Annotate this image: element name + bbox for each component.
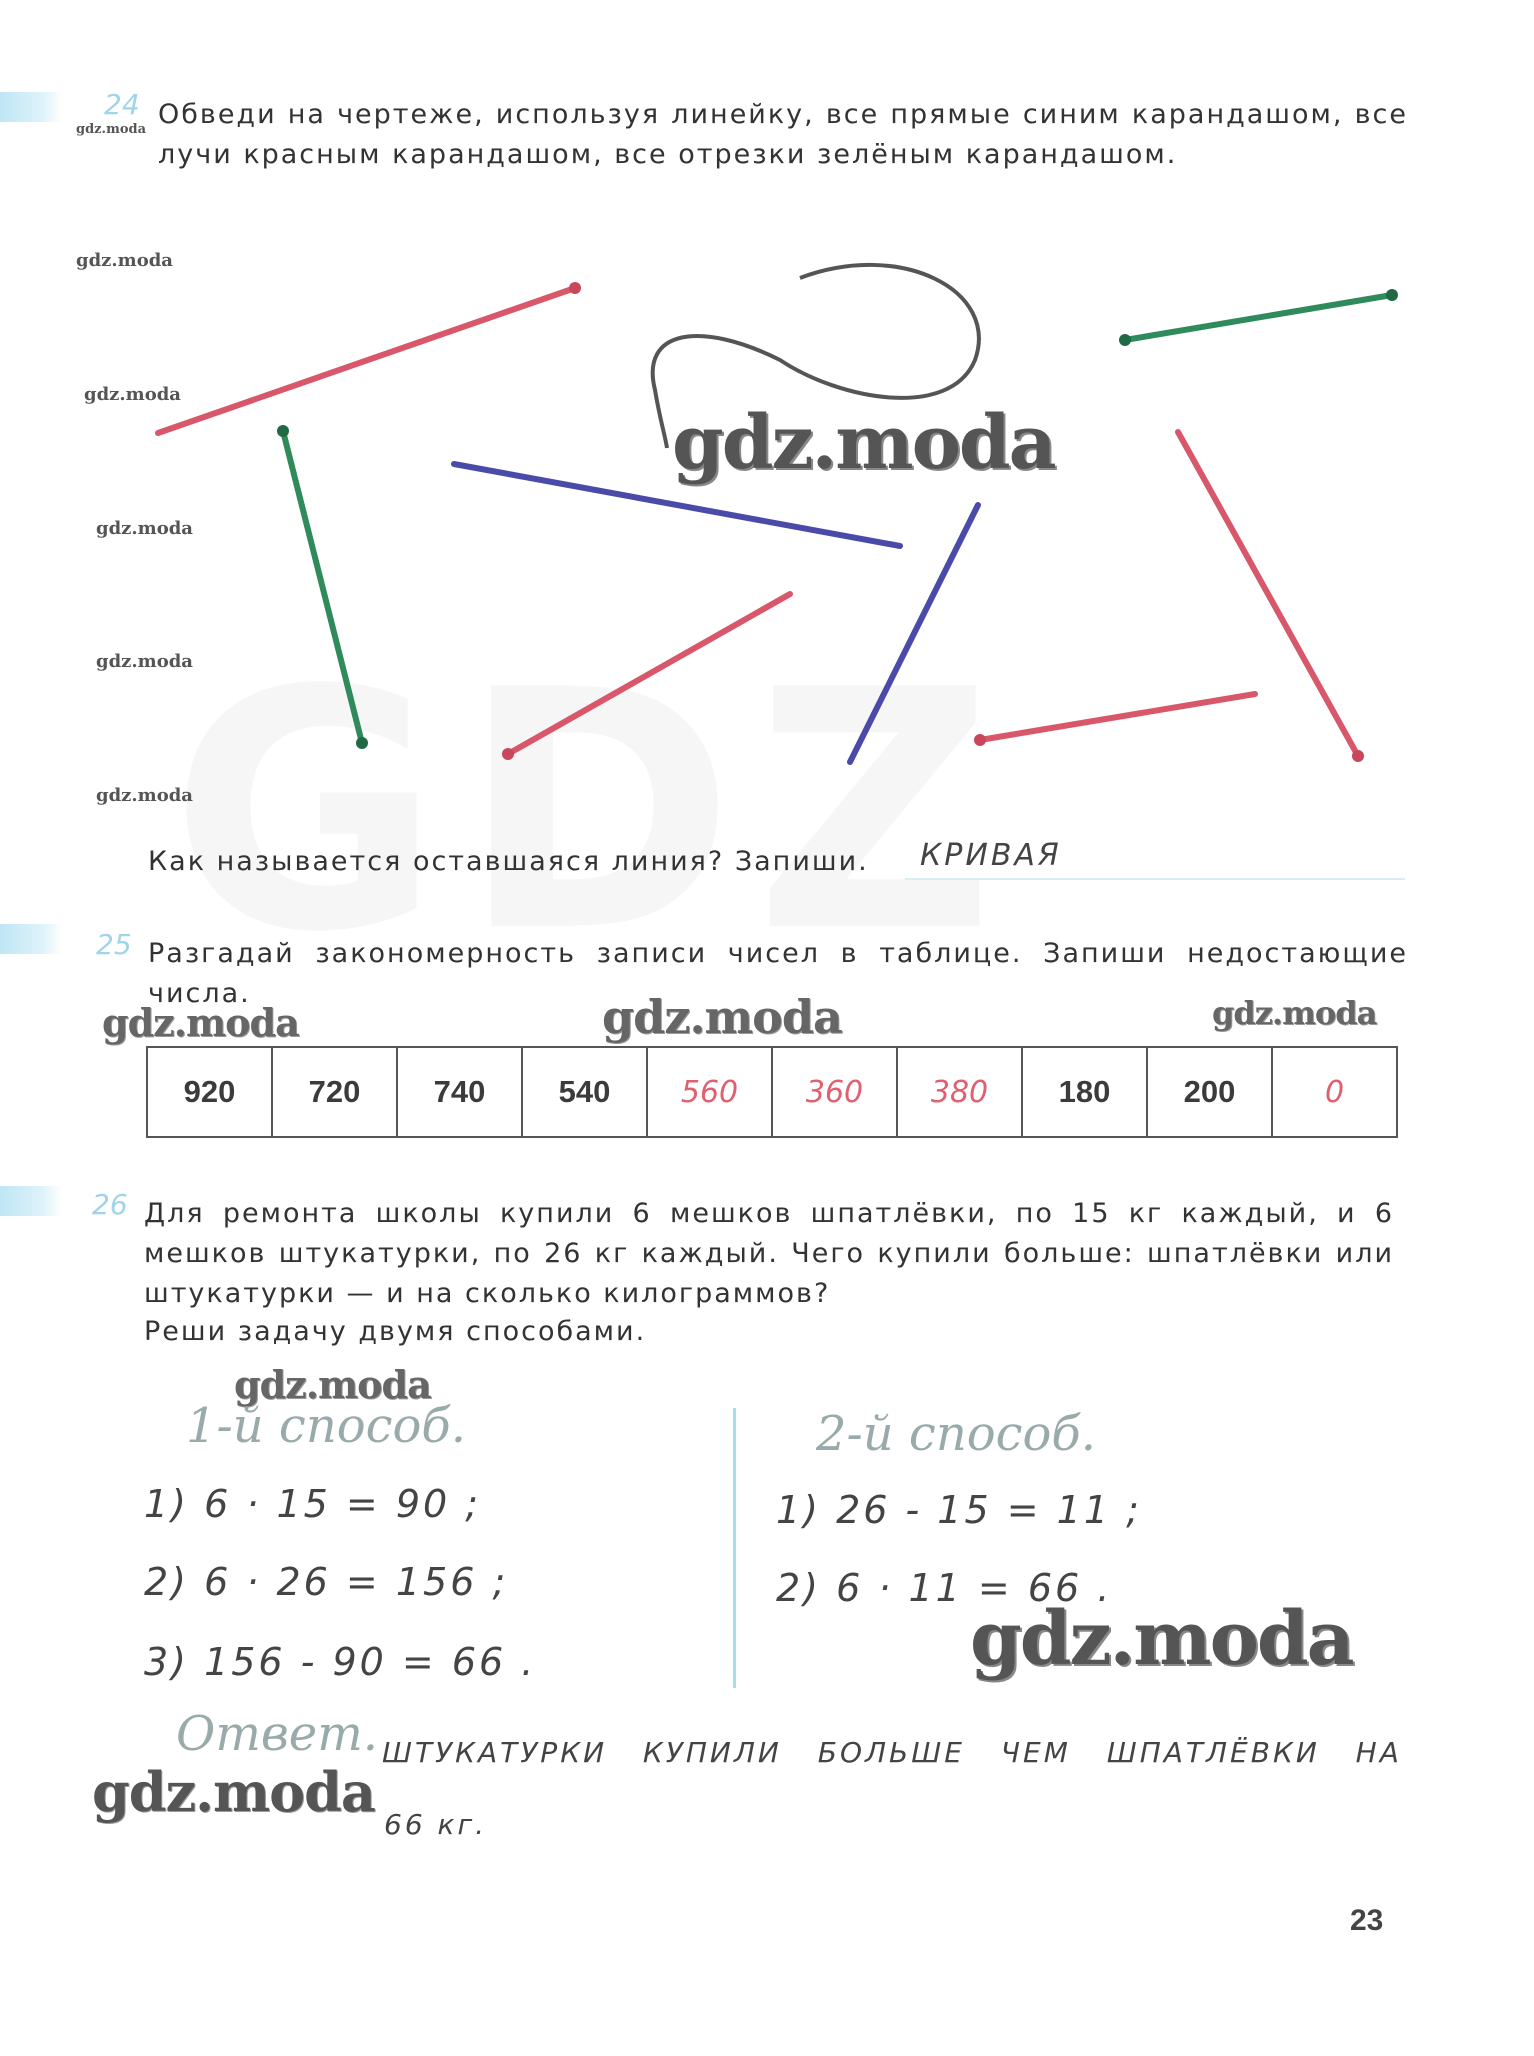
number-sequence-table <box>146 1046 1398 1138</box>
methods-divider <box>733 1408 736 1688</box>
task-26-text: Для ремонта школы купили 6 мешков шпатлёвки, по 15 кг каждый, и 6 мешков штукатурки, по 26 кг каждый. Чего купили больше: шпатлёвки или штукатурки — и на сколько килограммов? <box>144 1198 1394 1309</box>
sequence-cell-handwritten: 560 <box>647 1047 772 1137</box>
page-number: 23 <box>1350 1904 1384 1937</box>
ray-endpoint <box>569 282 581 294</box>
task-26-tab <box>0 1186 62 1216</box>
method-1-step: 3) 156 - 90 = 66 . <box>144 1640 537 1684</box>
method-1-step: 2) 6 · 26 = 156 ; <box>144 1560 509 1604</box>
watermark: gdz.moda <box>234 1362 431 1407</box>
watermark: gdz.moda <box>96 651 193 672</box>
watermark: gdz.moda <box>102 1000 299 1045</box>
sequence-cell-handwritten: 380 <box>897 1047 1022 1137</box>
segment-endpoint <box>1119 334 1131 346</box>
watermark: gdz.moda <box>76 122 147 137</box>
task-25-number: 25 <box>96 928 132 961</box>
watermark: gdz.moda <box>970 1596 1353 1682</box>
sequence-cell: 740 <box>397 1047 522 1137</box>
sequence-cell: 180 <box>1022 1047 1147 1137</box>
sequence-cell-handwritten: 0 <box>1272 1047 1397 1137</box>
segment-endpoint <box>356 737 368 749</box>
sequence-cell-handwritten: 360 <box>772 1047 897 1137</box>
sequence-cell: 720 <box>272 1047 397 1137</box>
sequence-cell: 200 <box>1147 1047 1272 1137</box>
ray <box>1178 432 1358 756</box>
task-25-tab <box>0 924 62 954</box>
ray-endpoint <box>502 748 514 760</box>
method-2-step: 1) 26 - 15 = 11 ; <box>776 1488 1142 1532</box>
method-1-step: 1) 6 · 15 = 90 ; <box>144 1482 482 1526</box>
ray <box>508 594 790 754</box>
watermark: gdz.moda <box>76 250 173 271</box>
method-1-title: 1-й способ. <box>186 1398 466 1454</box>
task-24-number: 24 <box>104 88 140 121</box>
ray-endpoint <box>974 734 986 746</box>
answer-line <box>905 878 1405 880</box>
ray-endpoint <box>1352 750 1364 762</box>
ray <box>980 694 1255 740</box>
segment <box>1125 295 1392 340</box>
straight-line <box>850 505 978 762</box>
watermark: gdz.moda <box>672 400 1055 486</box>
answer-text: ШТУКАТУРКИ КУПИЛИ БОЛЬШЕ ЧЕМ ШПАТЛЁВКИ НА <box>382 1736 1402 1769</box>
watermark: gdz.moda <box>96 785 193 806</box>
task-24-question: Как называется оставшаяся линия? Запиши. <box>148 846 869 877</box>
segment <box>283 431 362 743</box>
segment-endpoint <box>277 425 289 437</box>
answer-label: Ответ. <box>176 1706 378 1762</box>
segment-endpoint <box>1386 289 1398 301</box>
watermark: gdz.moda <box>96 518 193 539</box>
watermark: gdz.moda <box>84 384 181 405</box>
watermark: gdz.moda <box>92 1760 375 1824</box>
task-24-text: Обведи на чертеже, используя линейку, все прямые синим карандашом, все лучи красным карандашом, все отрезки зелёным карандашом. <box>158 99 1408 170</box>
method-2-title: 2-й способ. <box>816 1406 1096 1462</box>
watermark: gdz.moda <box>602 990 842 1044</box>
ray <box>158 288 575 433</box>
method-2-step: 2) 6 · 11 = 66 . <box>776 1566 1113 1610</box>
task-26-number: 26 <box>92 1188 128 1221</box>
task-24-answer: КРИВАЯ <box>920 838 1062 873</box>
sequence-cell: 540 <box>522 1047 647 1137</box>
watermark: gdz.moda <box>1212 994 1377 1032</box>
task-26-text-2: Реши задачу двумя способами. <box>144 1316 647 1347</box>
task-25-text: Разгадай закономерность записи чисел в таблице. Запиши недостающие числа. <box>148 938 1408 1009</box>
sequence-cell: 920 <box>147 1047 272 1137</box>
answer-text-2: 66 кг. <box>384 1808 488 1841</box>
